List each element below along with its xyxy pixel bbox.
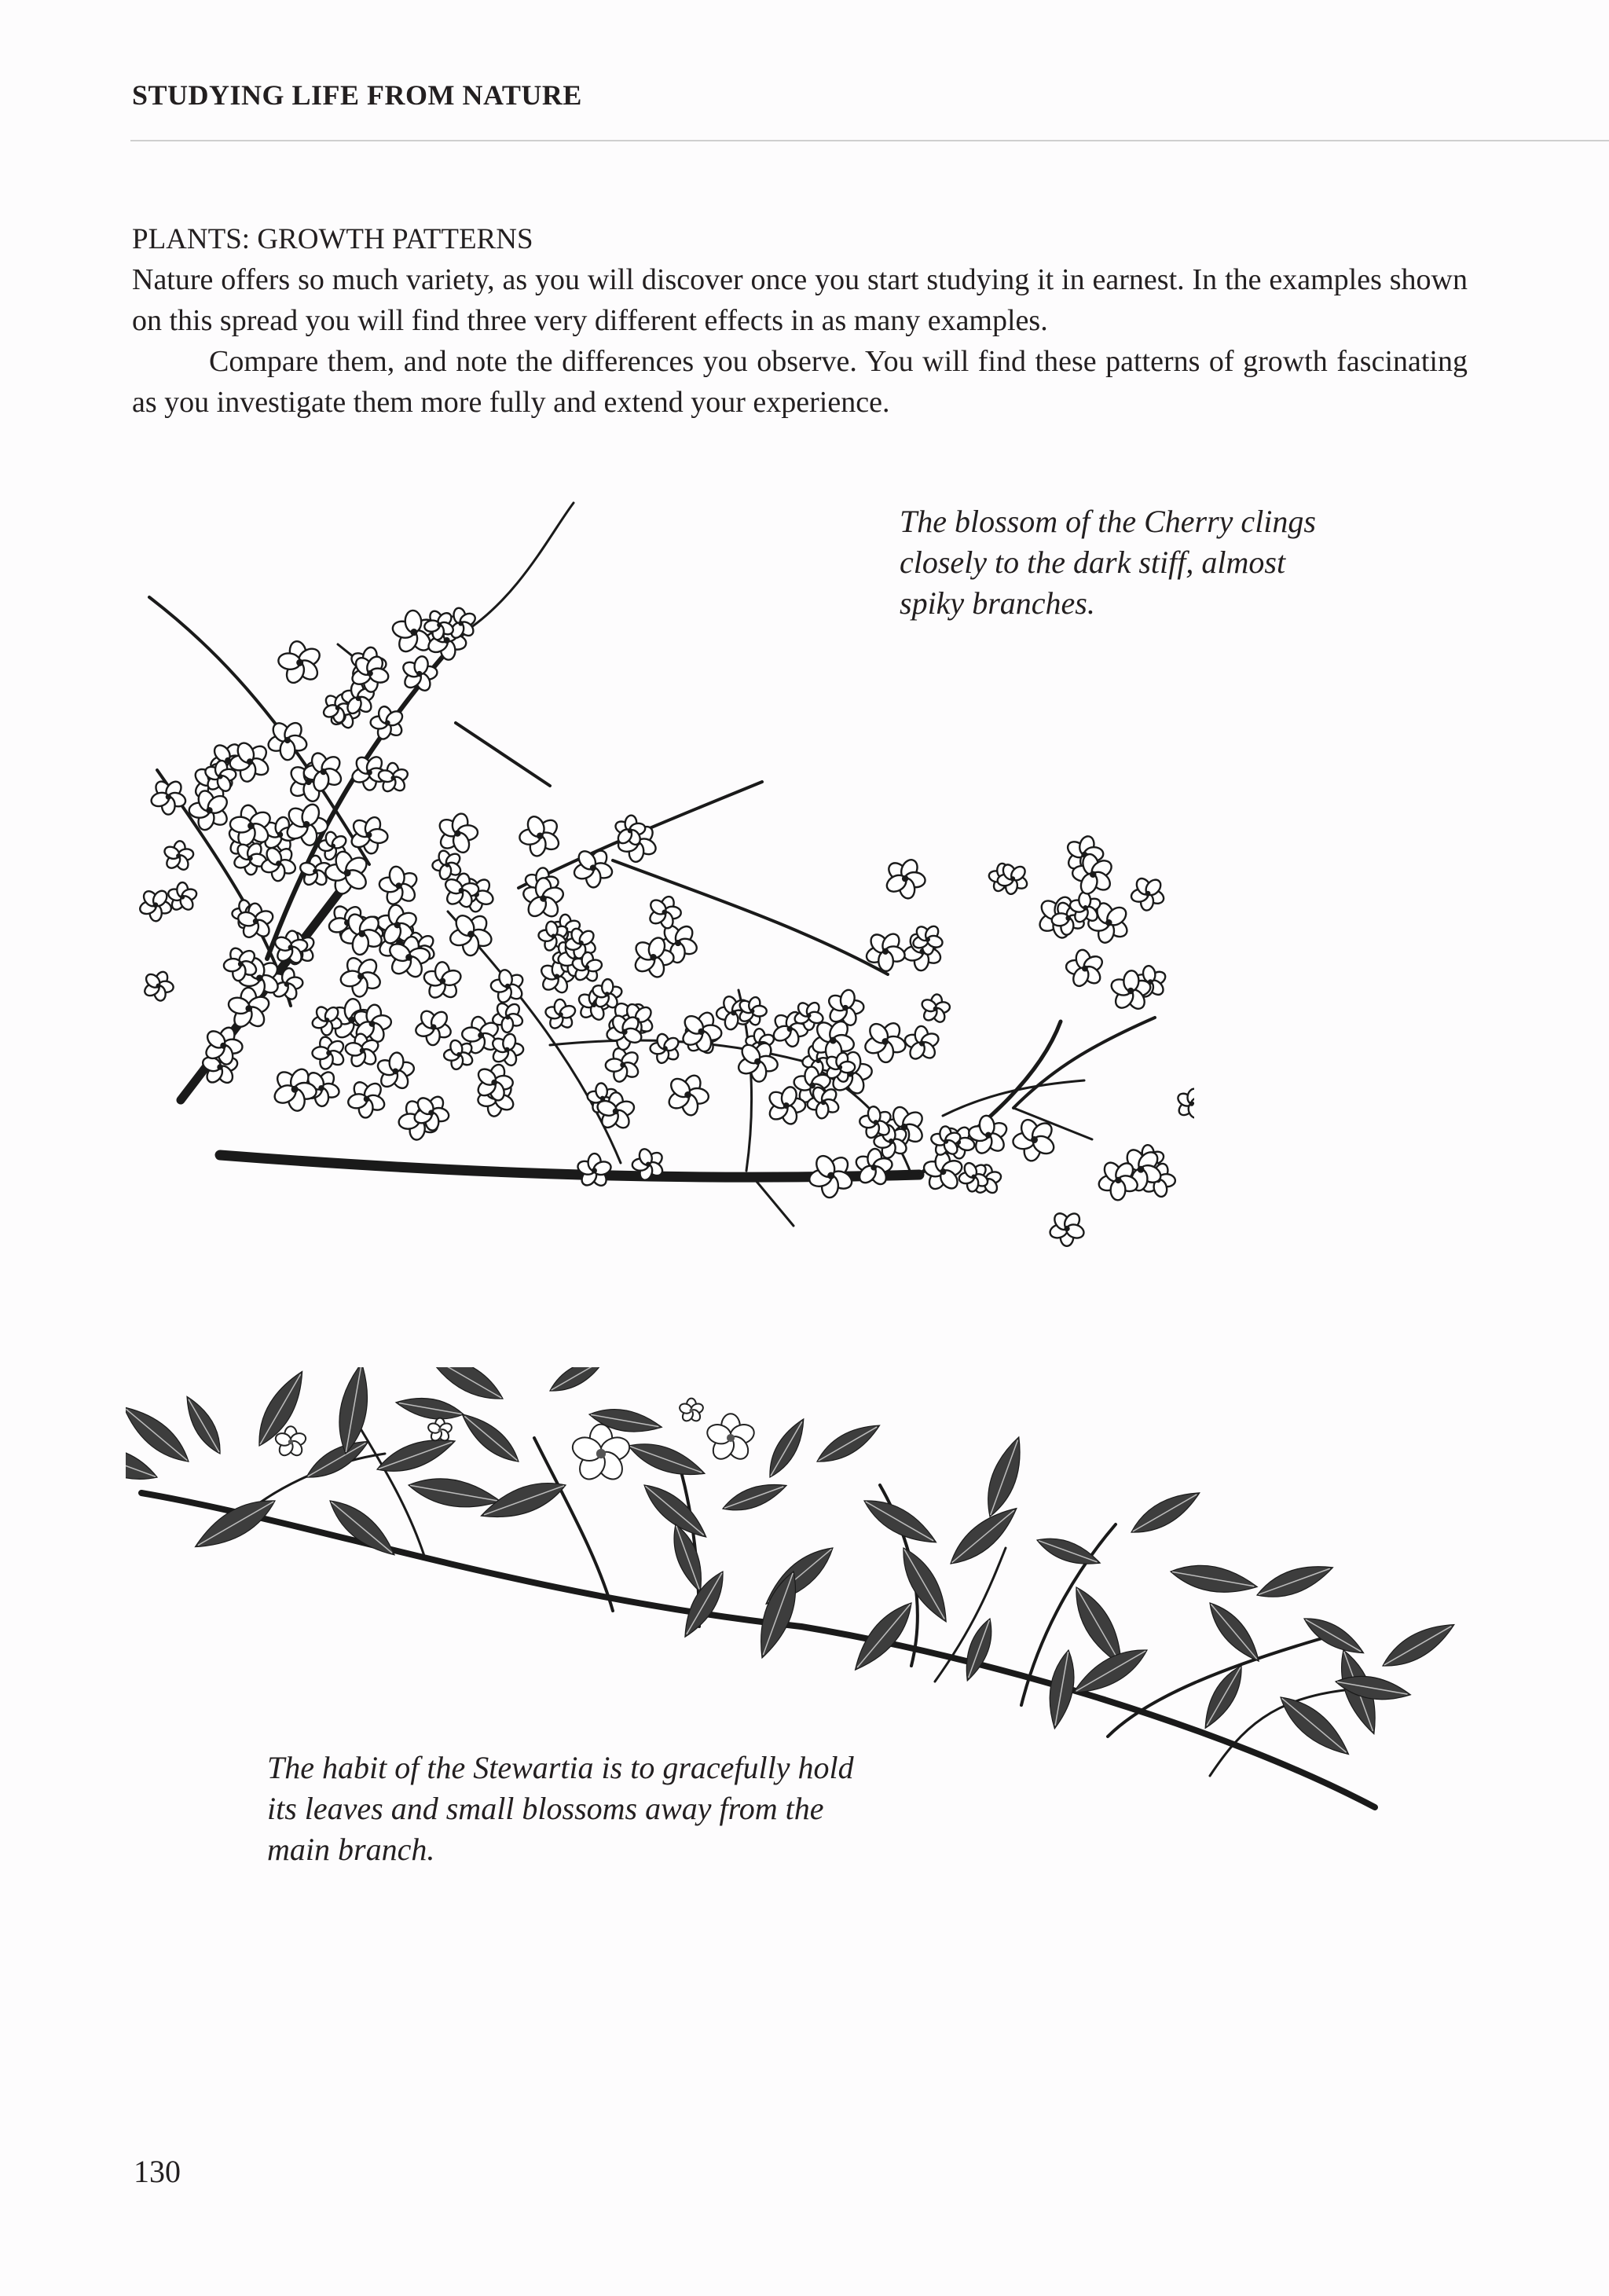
body-text (132, 259, 1468, 423)
header-rule (130, 140, 1609, 141)
running-head: STUDYING LIFE FROM NATURE (132, 79, 582, 111)
body-paragraph-1: Nature offers so much variety, as you will discover once you start studying it in earnest. In the examples shown on this spread you will find three very different effects in as many examples. (132, 263, 1468, 337)
cherry-caption: The blossom of the Cherry clings closely to the dark stiff, almost spiky branches. (900, 504, 1316, 621)
body-paragraph-2: Compare them, and note the differences you observe. You will find these patterns of growth fascinating as you investigate them more fully and extend your experience. (132, 345, 1468, 419)
section-title: PLANTS: GROWTH PATTERNS (132, 223, 533, 255)
stewartia-caption: The habit of the Stewartia is to gracefully hold its leaves and small blossoms away from the main branch. (267, 1750, 854, 1867)
page-number: 130 (134, 2154, 181, 2189)
